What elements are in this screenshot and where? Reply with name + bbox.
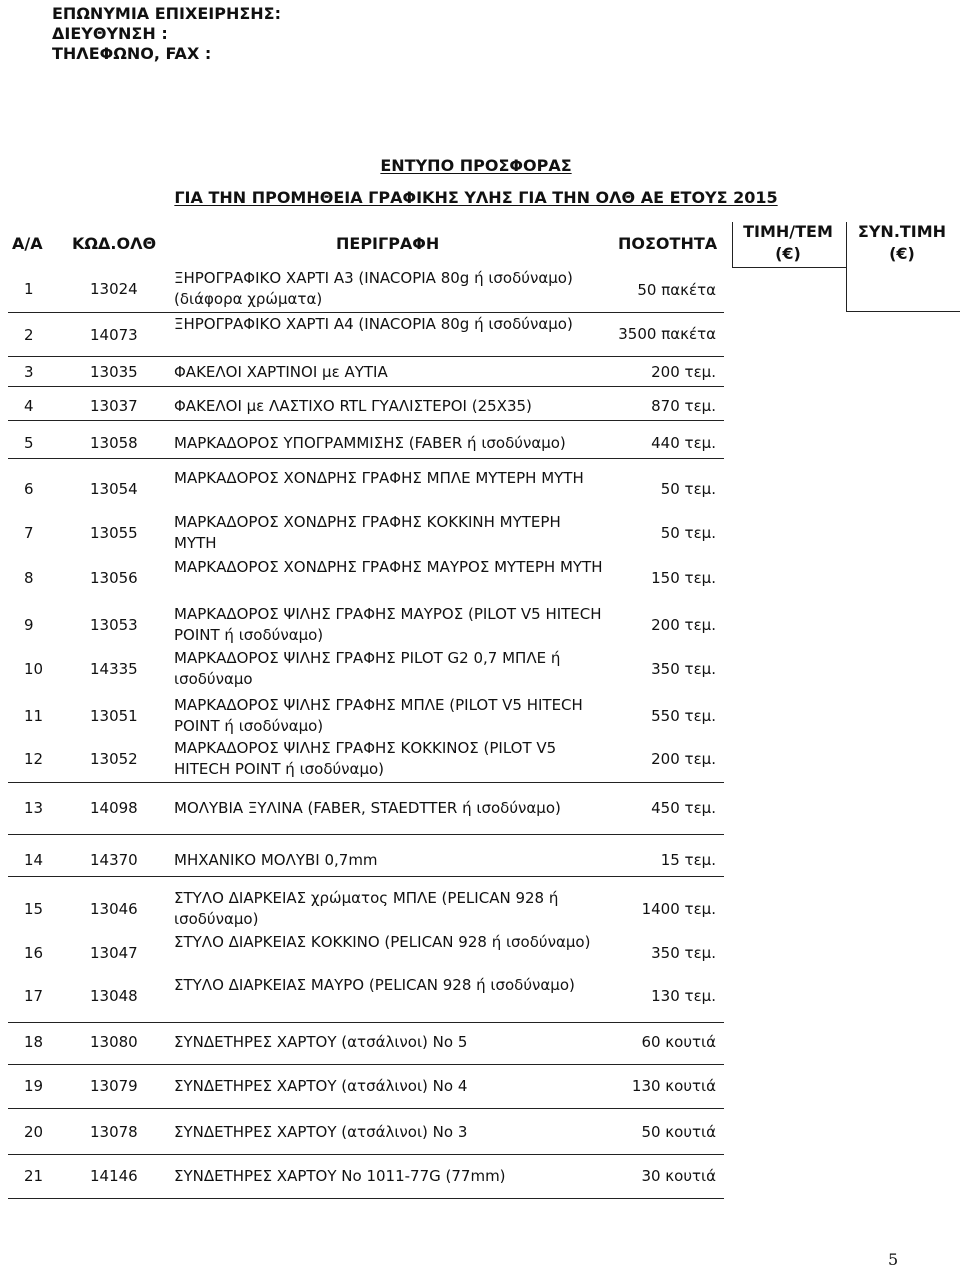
row-quantity: 30 κουτιά (641, 1167, 716, 1185)
row-code: 13078 (90, 1123, 138, 1141)
row-aa: 8 (24, 568, 34, 587)
row-description: ΣΥΝΔΕΤΗΡΕΣ ΧΑΡΤΟΥ (ατσάλινοι) Νο 3 (174, 1123, 468, 1141)
row-aa: 13 (24, 799, 44, 817)
row-aa: 12 (24, 749, 44, 768)
row-quantity: 50 κουτιά (641, 1123, 716, 1141)
row-description: ΜΑΡΚΑΔΟΡΟΣ ΥΠΟΓΡΑΜΜΙΣΗΣ (FABER ή ισοδύναμο) (174, 434, 566, 452)
row-quantity: 130 κουτιά (631, 1077, 716, 1095)
row-divider (8, 458, 724, 459)
row-quantity: 350 τεμ. (651, 659, 716, 678)
row-divider (8, 1198, 724, 1199)
column-header-total-currency: (€) (889, 244, 915, 263)
row-description: ΞΗΡΟΓΡΑΦΙΚΟ ΧΑΡΤΙ Α4 (INACOPIA 80g ή ισοδύναμο) (174, 315, 573, 333)
header-rule (846, 311, 960, 312)
row-aa: 2 (24, 325, 34, 344)
row-description: ΣΥΝΔΕΤΗΡΕΣ ΧΑΡΤΟΥ Νο 1011-77G (77mm) (174, 1167, 506, 1185)
column-header-unit-price: ΤΙΜΗ/ΤΕΜ (743, 222, 833, 241)
row-divider (8, 386, 724, 387)
row-code: 13024 (90, 279, 138, 298)
row-description: ΜΑΡΚΑΔΟΡΟΣ ΧΟΝΔΡΗΣ ΓΡΑΦΗΣ ΚΟΚΚΙΝΗ ΜΥΤΕΡΗ ΜΥΤΗ (174, 513, 561, 552)
column-header-aa: Α/Α (12, 234, 43, 253)
row-divider (8, 1064, 724, 1065)
row-quantity: 50 τεμ. (660, 523, 716, 542)
row-description: ΣΥΝΔΕΤΗΡΕΣ ΧΑΡΤΟΥ (ατσάλινοι) Νο 5 (174, 1033, 468, 1051)
row-divider (8, 834, 724, 835)
company-address-label: ΔΙΕΥΘΥΝΣΗ : (52, 24, 168, 43)
row-description: ΞΗΡΟΓΡΑΦΙΚΟ ΧΑΡΤΙ Α3 (INACOPIA 80g ή ισοδύναμο) (διάφορα χρώματα) (174, 269, 573, 308)
row-code: 13054 (90, 479, 138, 498)
row-aa: 5 (24, 434, 34, 452)
row-quantity: 350 τεμ. (651, 943, 716, 962)
column-header-unit-price-currency: (€) (775, 244, 801, 263)
row-description: ΜΑΡΚΑΔΟΡΟΣ ΨΙΛΗΣ ΓΡΑΦΗΣ ΜΑΥΡΟΣ (PILOT V5 HITECH POINT ή ισοδύναμο) (174, 605, 602, 644)
column-divider (732, 222, 733, 267)
row-quantity: 450 τεμ. (651, 799, 716, 817)
row-aa: 10 (24, 659, 44, 678)
row-code: 13058 (90, 434, 138, 452)
row-description: ΦΑΚΕΛΟΙ με ΛΑΣΤΙΧΟ RTL ΓΥΑΛΙΣΤΕΡΟΙ (25Χ35) (174, 397, 532, 415)
row-divider (8, 312, 724, 313)
row-description: ΣΤΥΛΟ ΔΙΑΡΚΕΙΑΣ ΜΑΥΡΟ (PELICAN 928 ή ισοδύναμο) (174, 976, 575, 994)
row-aa: 3 (24, 363, 34, 381)
row-quantity: 200 τεμ. (651, 749, 716, 768)
row-quantity: 150 τεμ. (651, 568, 716, 587)
row-description: ΦΑΚΕΛΟΙ ΧΑΡΤΙΝΟΙ με ΑΥΤΙΑ (174, 363, 388, 381)
column-header-total: ΣΥΝ.ΤΙΜΗ (857, 222, 947, 241)
row-aa: 15 (24, 899, 44, 918)
row-aa: 19 (24, 1077, 44, 1095)
row-quantity: 200 τεμ. (651, 363, 716, 381)
page-number: 5 (888, 1250, 899, 1269)
row-quantity: 200 τεμ. (651, 615, 716, 634)
row-code: 14073 (90, 325, 138, 344)
row-aa: 4 (24, 397, 34, 415)
row-description: ΜΑΡΚΑΔΟΡΟΣ ΧΟΝΔΡΗΣ ΓΡΑΦΗΣ ΜΠΛΕ ΜΥΤΕΡΗ ΜΥΤΗ (174, 469, 584, 487)
column-header-description: ΠΕΡΙΓΡΑΦΗ (336, 234, 440, 253)
row-aa: 1 (24, 279, 34, 298)
row-aa: 17 (24, 986, 44, 1005)
row-quantity: 50 πακέτα (637, 281, 716, 299)
row-quantity: 1400 τεμ. (641, 899, 716, 918)
company-phone-label: ΤΗΛΕΦΩΝΟ, FAX : (52, 44, 212, 63)
row-quantity: 50 τεμ. (660, 479, 716, 498)
row-aa: 7 (24, 523, 34, 542)
row-divider (8, 1022, 724, 1023)
row-description: ΣΥΝΔΕΤΗΡΕΣ ΧΑΡΤΟΥ (ατσάλινοι) Νο 4 (174, 1077, 468, 1095)
row-code: 13037 (90, 397, 138, 415)
row-description: ΜΑΡΚΑΔΟΡΟΣ ΨΙΛΗΣ ΓΡΑΦΗΣ PILOT G2 0,7 ΜΠΛΕ ή ισοδύναμο (174, 649, 561, 688)
row-aa: 9 (24, 615, 34, 634)
row-quantity: 550 τεμ. (651, 706, 716, 725)
row-divider (8, 356, 724, 357)
form-subtitle: ΓΙΑ ΤΗΝ ΠΡΟΜΗΘΕΙΑ ΓΡΑΦΙΚΗΣ ΥΛΗΣ ΓΙΑ ΤΗΝ ΟΛΘ ΑΕ ΕΤΟΥΣ 2015 (174, 188, 778, 207)
column-header-quantity: ΠΟΣΟΤΗΤΑ (618, 234, 718, 253)
row-code: 14146 (90, 1167, 138, 1185)
row-description: ΜΗΧΑΝΙΚΟ ΜΟΛΥΒΙ 0,7mm (174, 851, 378, 869)
row-code: 14370 (90, 851, 138, 869)
row-divider (8, 1108, 724, 1109)
row-divider (8, 876, 724, 877)
form-title: ΕΝΤΥΠΟ ΠΡΟΣΦΟΡΑΣ (380, 156, 572, 175)
row-divider (8, 1154, 724, 1155)
row-aa: 11 (24, 706, 44, 725)
row-quantity: 130 τεμ. (651, 986, 716, 1005)
row-quantity: 3500 πακέτα (618, 325, 716, 343)
row-quantity: 15 τεμ. (660, 851, 716, 869)
row-code: 14098 (90, 799, 138, 817)
header-rule (732, 267, 846, 268)
row-aa: 6 (24, 479, 34, 498)
row-description: ΜΟΛΥΒΙΑ ΞΥΛΙΝΑ (FABER, STAEDTTER ή ισοδύναμο) (174, 799, 561, 817)
row-aa: 20 (24, 1123, 44, 1141)
row-divider (8, 420, 724, 421)
row-code: 13079 (90, 1077, 138, 1095)
column-divider (846, 222, 847, 312)
row-description: ΜΑΡΚΑΔΟΡΟΣ ΨΙΛΗΣ ΓΡΑΦΗΣ ΚΟΚΚΙΝΟΣ (PILOT V5 HITECH POINT ή ισοδύναμο) (174, 739, 557, 778)
column-header-code: ΚΩΔ.ΟΛΘ (72, 234, 157, 253)
row-code: 13046 (90, 899, 138, 918)
row-description: ΜΑΡΚΑΔΟΡΟΣ ΧΟΝΔΡΗΣ ΓΡΑΦΗΣ ΜΑΥΡΟΣ ΜΥΤΕΡΗ ΜΥΤΗ (174, 558, 603, 576)
row-aa: 21 (24, 1167, 44, 1185)
row-code: 13053 (90, 615, 138, 634)
row-divider (8, 782, 724, 783)
row-code: 13048 (90, 986, 138, 1005)
row-quantity: 870 τεμ. (651, 397, 716, 415)
row-description: ΣΤΥΛΟ ΔΙΑΡΚΕΙΑΣ χρώματος ΜΠΛΕ (PELICAN 928 ή ισοδύναμο) (174, 889, 559, 928)
row-quantity: 60 κουτιά (641, 1033, 716, 1051)
row-code: 13035 (90, 363, 138, 381)
row-code: 13052 (90, 749, 138, 768)
row-code: 13051 (90, 706, 138, 725)
row-code: 14335 (90, 659, 138, 678)
row-code: 13056 (90, 568, 138, 587)
row-aa: 14 (24, 851, 44, 869)
row-code: 13055 (90, 523, 138, 542)
row-code: 13047 (90, 943, 138, 962)
row-code: 13080 (90, 1033, 138, 1051)
row-aa: 16 (24, 943, 44, 962)
company-name-label: ΕΠΩΝΥΜΙΑ ΕΠΙΧΕΙΡΗΣΗΣ: (52, 4, 281, 23)
row-aa: 18 (24, 1033, 44, 1051)
row-quantity: 440 τεμ. (651, 434, 716, 452)
row-description: ΜΑΡΚΑΔΟΡΟΣ ΨΙΛΗΣ ΓΡΑΦΗΣ ΜΠΛΕ (PILOT V5 HITECH POINT ή ισοδύναμο) (174, 696, 583, 735)
row-description: ΣΤΥΛΟ ΔΙΑΡΚΕΙΑΣ ΚΟΚΚΙΝΟ (PELICAN 928 ή ισοδύναμο) (174, 933, 591, 951)
